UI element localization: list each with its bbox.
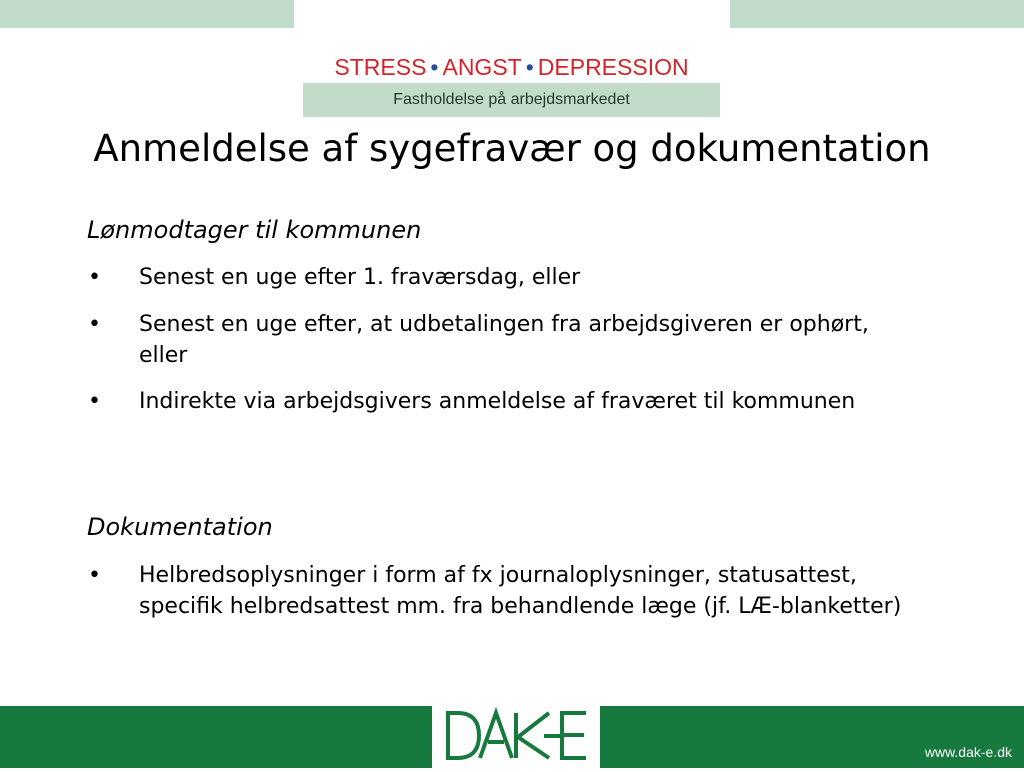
- bullet-dot: •: [88, 312, 101, 337]
- bullet-text: Helbredsoplysninger i form af fx journaloplysninger, statusattest, specifik helbredsattest mm. fra behandlende læge (jf. LÆ-blanketter): [139, 563, 902, 619]
- logo-word-stress: STRESS: [334, 54, 427, 80]
- bullet-dot: •: [88, 265, 101, 290]
- logo-separator-2: •: [525, 54, 534, 80]
- top-decor-band-right: [730, 0, 1024, 28]
- slide-title: Anmeldelse af sygefravær og dokumentation: [93, 127, 931, 170]
- dak-e-logo-icon: [432, 706, 600, 768]
- bullet-text: Senest en uge efter, at udbetalingen fra arbejdsgiveren er ophørt, eller: [139, 312, 869, 368]
- bullet-text: Senest en uge efter 1. fraværsdag, eller: [139, 265, 581, 290]
- logo-separator-1: •: [430, 54, 439, 80]
- section-heading-employee: Lønmodtager til kommunen: [87, 216, 422, 244]
- bullet-dot: •: [88, 563, 101, 588]
- footer-website-link[interactable]: www.dak-e.dk: [924, 744, 1012, 760]
- bullet-text: Indirekte via arbejdsgivers anmeldelse af fraværet til kommunen: [139, 389, 856, 414]
- footer-logo: [432, 706, 600, 768]
- section-heading-documentation: Dokumentation: [87, 513, 273, 541]
- top-decor-band-left: [0, 0, 294, 28]
- header-logo: [303, 52, 720, 117]
- header-logo-title: [303, 52, 720, 82]
- bullet-dot: •: [88, 389, 101, 414]
- header-logo-subtitle: Fastholdelse på arbejdsmarkedet: [303, 83, 720, 117]
- logo-word-depression: DEPRESSION: [537, 54, 689, 80]
- logo-word-angst: ANGST: [442, 54, 522, 80]
